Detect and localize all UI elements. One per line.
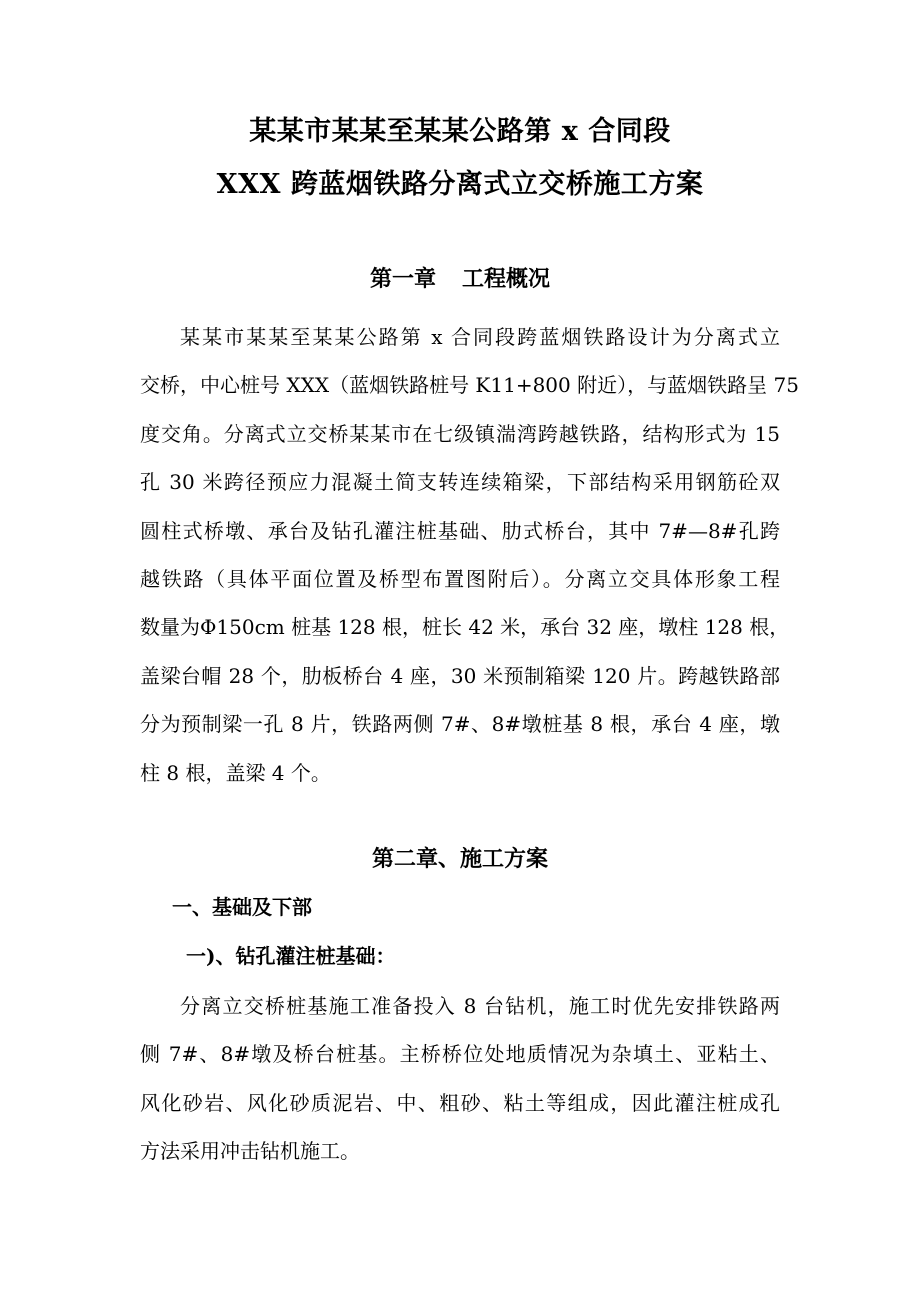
overview-line: 度交角。分离式立交桥某某市在七级镇湍湾跨越铁路，结构形式为 15 <box>140 421 780 446</box>
section1-heading: 一、基础及下部 <box>172 895 312 919</box>
pile-foundation-paragraph <box>140 982 780 1176</box>
pile-line: 分离立交桥桩基施工准备投入 8 台钻机，施工时优先安排铁路两 <box>180 994 780 1018</box>
overview-line: 分为预制梁一孔 8 片，铁路两侧 7#、8#墩桩基 8 根，承台 4 座，墩 <box>140 712 780 737</box>
chapter1-number: 第一章 <box>369 266 436 292</box>
pile-line: 风化砂岩、风化砂质泥岩、中、粗砂、粘土等组成，因此灌注桩成孔 <box>140 1090 780 1115</box>
document-title-line2: XXX 跨蓝烟铁路分离式立交桥施工方案 <box>216 169 704 200</box>
subsection1-heading: 一)、钻孔灌注桩基础： <box>186 944 396 968</box>
overview-paragraph <box>140 313 799 797</box>
document-title-line1: 某某市某某至某某公路第 x 合同段 <box>249 116 671 147</box>
overview-line: 交桥，中心桩号 XXX（蓝烟铁路桩号 K11+800 附近），与蓝烟铁路呈 75 <box>140 373 799 398</box>
chapter1-heading <box>0 268 920 290</box>
overview-line: 数量为Φ150cm 桩基 128 根，桩长 42 米，承台 32 座，墩柱 128 根， <box>140 615 790 640</box>
pile-line: 侧 7#、8#墩及桥台桩基。主桥桥位处地质情况为杂填土、亚粘土、 <box>140 1042 780 1067</box>
overview-line: 柱 8 根，盖梁 4 个。 <box>140 760 331 785</box>
overview-line: 圆柱式桥墩、承台及钻孔灌注桩基础、肋式桥台，其中 7#—8#孔跨 <box>140 518 780 543</box>
overview-line: 盖梁台帽 28 个，肋板桥台 4 座，30 米预制箱梁 120 片。跨越铁路部 <box>140 663 780 688</box>
overview-line: 越铁路（具体平面位置及桥型布置图附后）。分离立交具体形象工程 <box>140 567 780 592</box>
chapter1-name: 工程概况 <box>462 266 551 292</box>
chapter2-heading: 第二章、施工方案 <box>371 846 548 872</box>
overview-line: 孔 30 米跨径预应力混凝土简支转连续箱梁，下部结构采用钢筋砼双 <box>140 470 780 495</box>
pile-line: 方法采用冲击钻机施工。 <box>140 1139 360 1164</box>
overview-line: 某某市某某至某某公路第 x 合同段跨蓝烟铁路设计为分离式立 <box>180 325 780 349</box>
